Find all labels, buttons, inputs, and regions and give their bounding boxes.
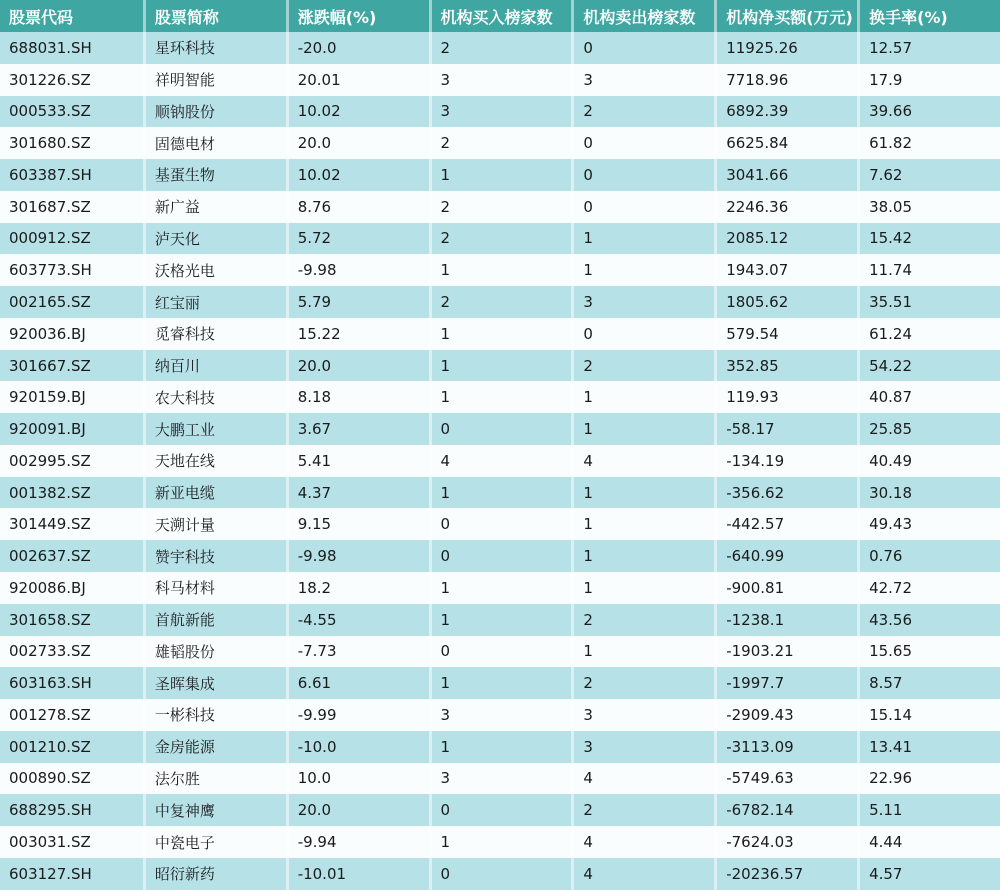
cell-inst-buy-count: 3 bbox=[429, 763, 572, 795]
cell-code: 920086.BJ bbox=[0, 572, 143, 604]
cell-inst-net-buy-amount: -640.99 bbox=[714, 540, 857, 572]
cell-inst-buy-count: 4 bbox=[429, 445, 572, 477]
cell-inst-sell-count: 2 bbox=[571, 350, 714, 382]
cell-turnover-pct: 54.22 bbox=[857, 350, 1000, 382]
cell-turnover-pct: 22.96 bbox=[857, 763, 1000, 795]
table-row bbox=[0, 32, 1000, 64]
cell-code: 002165.SZ bbox=[0, 286, 143, 318]
cell-change-pct: 9.15 bbox=[286, 508, 429, 540]
cell-code: 920091.BJ bbox=[0, 413, 143, 445]
cell-turnover-pct: 42.72 bbox=[857, 572, 1000, 604]
cell-name: 中瓷电子 bbox=[143, 826, 286, 858]
cell-code: 603387.SH bbox=[0, 159, 143, 191]
cell-code: 000890.SZ bbox=[0, 763, 143, 795]
cell-change-pct: -9.98 bbox=[286, 254, 429, 286]
cell-code: 301226.SZ bbox=[0, 64, 143, 96]
cell-inst-net-buy-amount: 119.93 bbox=[714, 381, 857, 413]
cell-turnover-pct: 15.42 bbox=[857, 223, 1000, 255]
cell-code: 000912.SZ bbox=[0, 223, 143, 255]
cell-code: 688295.SH bbox=[0, 794, 143, 826]
cell-code: 001382.SZ bbox=[0, 477, 143, 509]
column-header-change-pct: 涨跌幅(%) bbox=[286, 0, 429, 32]
cell-code: 002733.SZ bbox=[0, 636, 143, 668]
cell-change-pct: -9.99 bbox=[286, 699, 429, 731]
cell-turnover-pct: 49.43 bbox=[857, 508, 1000, 540]
cell-change-pct: 8.76 bbox=[286, 191, 429, 223]
cell-inst-net-buy-amount: 6892.39 bbox=[714, 96, 857, 128]
table-row bbox=[0, 64, 1000, 96]
table-row bbox=[0, 667, 1000, 699]
cell-inst-sell-count: 2 bbox=[571, 604, 714, 636]
cell-change-pct: 20.0 bbox=[286, 794, 429, 826]
cell-inst-sell-count: 0 bbox=[571, 191, 714, 223]
cell-name: 赞宇科技 bbox=[143, 540, 286, 572]
cell-inst-sell-count: 1 bbox=[571, 477, 714, 509]
cell-inst-buy-count: 2 bbox=[429, 127, 572, 159]
cell-name: 固德电材 bbox=[143, 127, 286, 159]
table-row bbox=[0, 636, 1000, 668]
cell-change-pct: 4.37 bbox=[286, 477, 429, 509]
table-row bbox=[0, 96, 1000, 128]
cell-inst-sell-count: 4 bbox=[571, 763, 714, 795]
cell-inst-net-buy-amount: 1805.62 bbox=[714, 286, 857, 318]
column-header-inst-net-buy-amount: 机构净买额(万元) bbox=[714, 0, 857, 32]
cell-code: 301680.SZ bbox=[0, 127, 143, 159]
cell-inst-sell-count: 3 bbox=[571, 731, 714, 763]
cell-name: 觅睿科技 bbox=[143, 318, 286, 350]
cell-inst-buy-count: 1 bbox=[429, 667, 572, 699]
cell-inst-buy-count: 3 bbox=[429, 96, 572, 128]
cell-turnover-pct: 5.11 bbox=[857, 794, 1000, 826]
cell-change-pct: 20.01 bbox=[286, 64, 429, 96]
cell-inst-net-buy-amount: 579.54 bbox=[714, 318, 857, 350]
cell-inst-net-buy-amount: 7718.96 bbox=[714, 64, 857, 96]
cell-inst-sell-count: 2 bbox=[571, 96, 714, 128]
cell-turnover-pct: 40.49 bbox=[857, 445, 1000, 477]
cell-name: 圣晖集成 bbox=[143, 667, 286, 699]
cell-inst-sell-count: 1 bbox=[571, 636, 714, 668]
cell-inst-sell-count: 2 bbox=[571, 794, 714, 826]
cell-turnover-pct: 61.24 bbox=[857, 318, 1000, 350]
cell-code: 001278.SZ bbox=[0, 699, 143, 731]
table-row bbox=[0, 350, 1000, 382]
cell-inst-net-buy-amount: -1238.1 bbox=[714, 604, 857, 636]
cell-turnover-pct: 17.9 bbox=[857, 64, 1000, 96]
cell-name: 中复神鹰 bbox=[143, 794, 286, 826]
cell-change-pct: 3.67 bbox=[286, 413, 429, 445]
cell-name: 沃格光电 bbox=[143, 254, 286, 286]
table-row bbox=[0, 254, 1000, 286]
cell-code: 002995.SZ bbox=[0, 445, 143, 477]
cell-code: 000533.SZ bbox=[0, 96, 143, 128]
cell-inst-buy-count: 0 bbox=[429, 794, 572, 826]
cell-inst-net-buy-amount: -1903.21 bbox=[714, 636, 857, 668]
cell-name: 雄韬股份 bbox=[143, 636, 286, 668]
column-header-inst-sell-count: 机构卖出榜家数 bbox=[571, 0, 714, 32]
cell-name: 新亚电缆 bbox=[143, 477, 286, 509]
cell-code: 603773.SH bbox=[0, 254, 143, 286]
cell-name: 昭衍新药 bbox=[143, 858, 286, 890]
cell-turnover-pct: 7.62 bbox=[857, 159, 1000, 191]
table-row bbox=[0, 731, 1000, 763]
cell-code: 301667.SZ bbox=[0, 350, 143, 382]
cell-code: 301687.SZ bbox=[0, 191, 143, 223]
cell-inst-buy-count: 2 bbox=[429, 191, 572, 223]
table-row bbox=[0, 477, 1000, 509]
table-row bbox=[0, 572, 1000, 604]
table-row bbox=[0, 794, 1000, 826]
cell-code: 920036.BJ bbox=[0, 318, 143, 350]
cell-name: 科马材料 bbox=[143, 572, 286, 604]
cell-inst-sell-count: 0 bbox=[571, 32, 714, 64]
cell-name: 一彬科技 bbox=[143, 699, 286, 731]
cell-inst-buy-count: 1 bbox=[429, 318, 572, 350]
cell-inst-sell-count: 1 bbox=[571, 381, 714, 413]
cell-turnover-pct: 4.44 bbox=[857, 826, 1000, 858]
cell-inst-sell-count: 2 bbox=[571, 667, 714, 699]
table-row bbox=[0, 699, 1000, 731]
table-row bbox=[0, 604, 1000, 636]
cell-inst-sell-count: 1 bbox=[571, 413, 714, 445]
cell-inst-buy-count: 0 bbox=[429, 508, 572, 540]
cell-name: 祥明智能 bbox=[143, 64, 286, 96]
table-row bbox=[0, 508, 1000, 540]
cell-inst-net-buy-amount: -20236.57 bbox=[714, 858, 857, 890]
cell-inst-buy-count: 2 bbox=[429, 286, 572, 318]
cell-inst-net-buy-amount: -2909.43 bbox=[714, 699, 857, 731]
cell-code: 920159.BJ bbox=[0, 381, 143, 413]
cell-code: 001210.SZ bbox=[0, 731, 143, 763]
cell-code: 301658.SZ bbox=[0, 604, 143, 636]
cell-turnover-pct: 61.82 bbox=[857, 127, 1000, 159]
cell-name: 天地在线 bbox=[143, 445, 286, 477]
cell-turnover-pct: 8.57 bbox=[857, 667, 1000, 699]
column-header-turnover-pct: 换手率(%) bbox=[857, 0, 1000, 32]
cell-inst-sell-count: 1 bbox=[571, 508, 714, 540]
cell-inst-sell-count: 4 bbox=[571, 858, 714, 890]
table-row bbox=[0, 826, 1000, 858]
cell-change-pct: 6.61 bbox=[286, 667, 429, 699]
cell-name: 基蛋生物 bbox=[143, 159, 286, 191]
cell-inst-net-buy-amount: -442.57 bbox=[714, 508, 857, 540]
table-row bbox=[0, 191, 1000, 223]
cell-change-pct: -10.01 bbox=[286, 858, 429, 890]
cell-inst-net-buy-amount: -900.81 bbox=[714, 572, 857, 604]
cell-code: 003031.SZ bbox=[0, 826, 143, 858]
table-row bbox=[0, 159, 1000, 191]
cell-turnover-pct: 13.41 bbox=[857, 731, 1000, 763]
cell-change-pct: 5.41 bbox=[286, 445, 429, 477]
table-body bbox=[0, 32, 1000, 890]
cell-inst-net-buy-amount: 1943.07 bbox=[714, 254, 857, 286]
table-head bbox=[0, 0, 1000, 32]
column-header-inst-buy-count: 机构买入榜家数 bbox=[429, 0, 572, 32]
table-row bbox=[0, 858, 1000, 890]
cell-change-pct: 5.72 bbox=[286, 223, 429, 255]
cell-inst-sell-count: 1 bbox=[571, 223, 714, 255]
cell-name: 顺钠股份 bbox=[143, 96, 286, 128]
cell-name: 纳百川 bbox=[143, 350, 286, 382]
cell-inst-net-buy-amount: -3113.09 bbox=[714, 731, 857, 763]
table-row bbox=[0, 127, 1000, 159]
cell-name: 大鹏工业 bbox=[143, 413, 286, 445]
cell-turnover-pct: 35.51 bbox=[857, 286, 1000, 318]
cell-inst-sell-count: 1 bbox=[571, 254, 714, 286]
cell-inst-buy-count: 0 bbox=[429, 858, 572, 890]
cell-inst-net-buy-amount: -356.62 bbox=[714, 477, 857, 509]
cell-inst-sell-count: 0 bbox=[571, 127, 714, 159]
cell-turnover-pct: 25.85 bbox=[857, 413, 1000, 445]
cell-inst-buy-count: 1 bbox=[429, 604, 572, 636]
table-row bbox=[0, 318, 1000, 350]
cell-name: 新广益 bbox=[143, 191, 286, 223]
cell-turnover-pct: 30.18 bbox=[857, 477, 1000, 509]
cell-name: 金房能源 bbox=[143, 731, 286, 763]
cell-turnover-pct: 0.76 bbox=[857, 540, 1000, 572]
cell-inst-sell-count: 3 bbox=[571, 64, 714, 96]
cell-name: 泸天化 bbox=[143, 223, 286, 255]
cell-inst-net-buy-amount: 352.85 bbox=[714, 350, 857, 382]
cell-code: 688031.SH bbox=[0, 32, 143, 64]
cell-change-pct: -20.0 bbox=[286, 32, 429, 64]
cell-name: 法尔胜 bbox=[143, 763, 286, 795]
cell-inst-net-buy-amount: 11925.26 bbox=[714, 32, 857, 64]
cell-turnover-pct: 12.57 bbox=[857, 32, 1000, 64]
cell-inst-buy-count: 1 bbox=[429, 572, 572, 604]
cell-code: 603127.SH bbox=[0, 858, 143, 890]
cell-code: 603163.SH bbox=[0, 667, 143, 699]
cell-change-pct: 20.0 bbox=[286, 127, 429, 159]
cell-inst-net-buy-amount: 2246.36 bbox=[714, 191, 857, 223]
cell-inst-buy-count: 1 bbox=[429, 477, 572, 509]
cell-inst-net-buy-amount: 2085.12 bbox=[714, 223, 857, 255]
cell-change-pct: -9.98 bbox=[286, 540, 429, 572]
cell-turnover-pct: 15.14 bbox=[857, 699, 1000, 731]
table-row bbox=[0, 286, 1000, 318]
cell-inst-net-buy-amount: -58.17 bbox=[714, 413, 857, 445]
table-row bbox=[0, 223, 1000, 255]
cell-change-pct: 20.0 bbox=[286, 350, 429, 382]
table-row bbox=[0, 445, 1000, 477]
cell-change-pct: -7.73 bbox=[286, 636, 429, 668]
cell-name: 天溯计量 bbox=[143, 508, 286, 540]
cell-inst-buy-count: 3 bbox=[429, 699, 572, 731]
table-row bbox=[0, 763, 1000, 795]
cell-turnover-pct: 4.57 bbox=[857, 858, 1000, 890]
cell-turnover-pct: 40.87 bbox=[857, 381, 1000, 413]
cell-name: 红宝丽 bbox=[143, 286, 286, 318]
cell-change-pct: -10.0 bbox=[286, 731, 429, 763]
cell-change-pct: 5.79 bbox=[286, 286, 429, 318]
cell-turnover-pct: 11.74 bbox=[857, 254, 1000, 286]
cell-change-pct: 15.22 bbox=[286, 318, 429, 350]
cell-inst-net-buy-amount: -6782.14 bbox=[714, 794, 857, 826]
cell-inst-buy-count: 1 bbox=[429, 381, 572, 413]
cell-name: 农大科技 bbox=[143, 381, 286, 413]
cell-inst-sell-count: 4 bbox=[571, 445, 714, 477]
cell-inst-buy-count: 0 bbox=[429, 413, 572, 445]
cell-inst-buy-count: 1 bbox=[429, 350, 572, 382]
cell-code: 301449.SZ bbox=[0, 508, 143, 540]
cell-inst-sell-count: 3 bbox=[571, 699, 714, 731]
cell-inst-sell-count: 0 bbox=[571, 318, 714, 350]
cell-turnover-pct: 39.66 bbox=[857, 96, 1000, 128]
cell-inst-sell-count: 1 bbox=[571, 572, 714, 604]
cell-inst-buy-count: 0 bbox=[429, 636, 572, 668]
cell-code: 002637.SZ bbox=[0, 540, 143, 572]
cell-inst-buy-count: 2 bbox=[429, 32, 572, 64]
cell-inst-net-buy-amount: 3041.66 bbox=[714, 159, 857, 191]
cell-inst-buy-count: 3 bbox=[429, 64, 572, 96]
cell-inst-net-buy-amount: 6625.84 bbox=[714, 127, 857, 159]
cell-inst-net-buy-amount: -7624.03 bbox=[714, 826, 857, 858]
cell-change-pct: 8.18 bbox=[286, 381, 429, 413]
cell-inst-buy-count: 1 bbox=[429, 159, 572, 191]
cell-change-pct: -4.55 bbox=[286, 604, 429, 636]
cell-inst-buy-count: 1 bbox=[429, 254, 572, 286]
cell-name: 首航新能 bbox=[143, 604, 286, 636]
cell-inst-buy-count: 1 bbox=[429, 826, 572, 858]
cell-turnover-pct: 38.05 bbox=[857, 191, 1000, 223]
cell-inst-buy-count: 2 bbox=[429, 223, 572, 255]
cell-turnover-pct: 43.56 bbox=[857, 604, 1000, 636]
cell-inst-buy-count: 1 bbox=[429, 731, 572, 763]
column-header-code: 股票代码 bbox=[0, 0, 143, 32]
cell-inst-net-buy-amount: -134.19 bbox=[714, 445, 857, 477]
cell-inst-buy-count: 0 bbox=[429, 540, 572, 572]
table-row bbox=[0, 381, 1000, 413]
cell-change-pct: 10.02 bbox=[286, 96, 429, 128]
cell-inst-sell-count: 1 bbox=[571, 540, 714, 572]
table-row bbox=[0, 540, 1000, 572]
cell-change-pct: -9.94 bbox=[286, 826, 429, 858]
column-header-name: 股票简称 bbox=[143, 0, 286, 32]
header-row bbox=[0, 0, 1000, 32]
cell-change-pct: 18.2 bbox=[286, 572, 429, 604]
table-row bbox=[0, 413, 1000, 445]
cell-inst-net-buy-amount: -5749.63 bbox=[714, 763, 857, 795]
cell-turnover-pct: 15.65 bbox=[857, 636, 1000, 668]
cell-inst-net-buy-amount: -1997.7 bbox=[714, 667, 857, 699]
cell-inst-sell-count: 3 bbox=[571, 286, 714, 318]
cell-inst-sell-count: 0 bbox=[571, 159, 714, 191]
cell-name: 星环科技 bbox=[143, 32, 286, 64]
cell-change-pct: 10.02 bbox=[286, 159, 429, 191]
cell-change-pct: 10.0 bbox=[286, 763, 429, 795]
cell-inst-sell-count: 4 bbox=[571, 826, 714, 858]
